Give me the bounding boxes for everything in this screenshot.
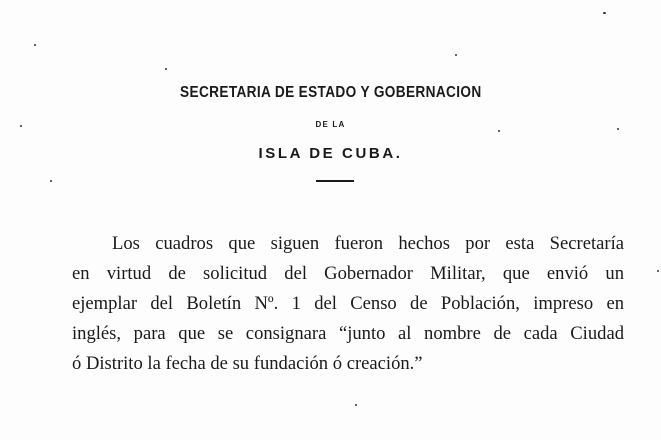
scan-speck	[455, 54, 457, 56]
paragraph-line: inglés, para que se consignara “junto al nombre de cada Ciudad	[72, 323, 624, 344]
scan-speck	[34, 44, 36, 46]
scan-speck	[50, 180, 52, 182]
scan-speck	[617, 128, 619, 130]
scan-speck	[20, 125, 22, 127]
heading-connector: DE LA	[315, 120, 346, 129]
heading-main: SECRETARIA DE ESTADO Y GOBERNACION	[180, 84, 482, 101]
heading-place: ISLA DE CUBA.	[258, 145, 403, 162]
scan-speck	[165, 68, 167, 70]
heading-divider-rule	[316, 180, 354, 182]
paragraph-line: ejemplar del Boletín Nº. 1 del Censo de Población, impreso en	[72, 293, 624, 314]
scan-speck	[603, 12, 606, 14]
scan-speck	[657, 270, 659, 272]
paragraph-line: en virtud de solicitud del Gobernador Militar, que envió un	[72, 263, 624, 284]
paragraph-line: Los cuadros que siguen fueron hechos por esta Secretaría	[112, 233, 624, 254]
scan-speck	[498, 130, 500, 132]
paragraph-line: ó Distrito la fecha de su fundación ó creación.”	[72, 353, 423, 374]
scan-speck	[355, 404, 357, 406]
